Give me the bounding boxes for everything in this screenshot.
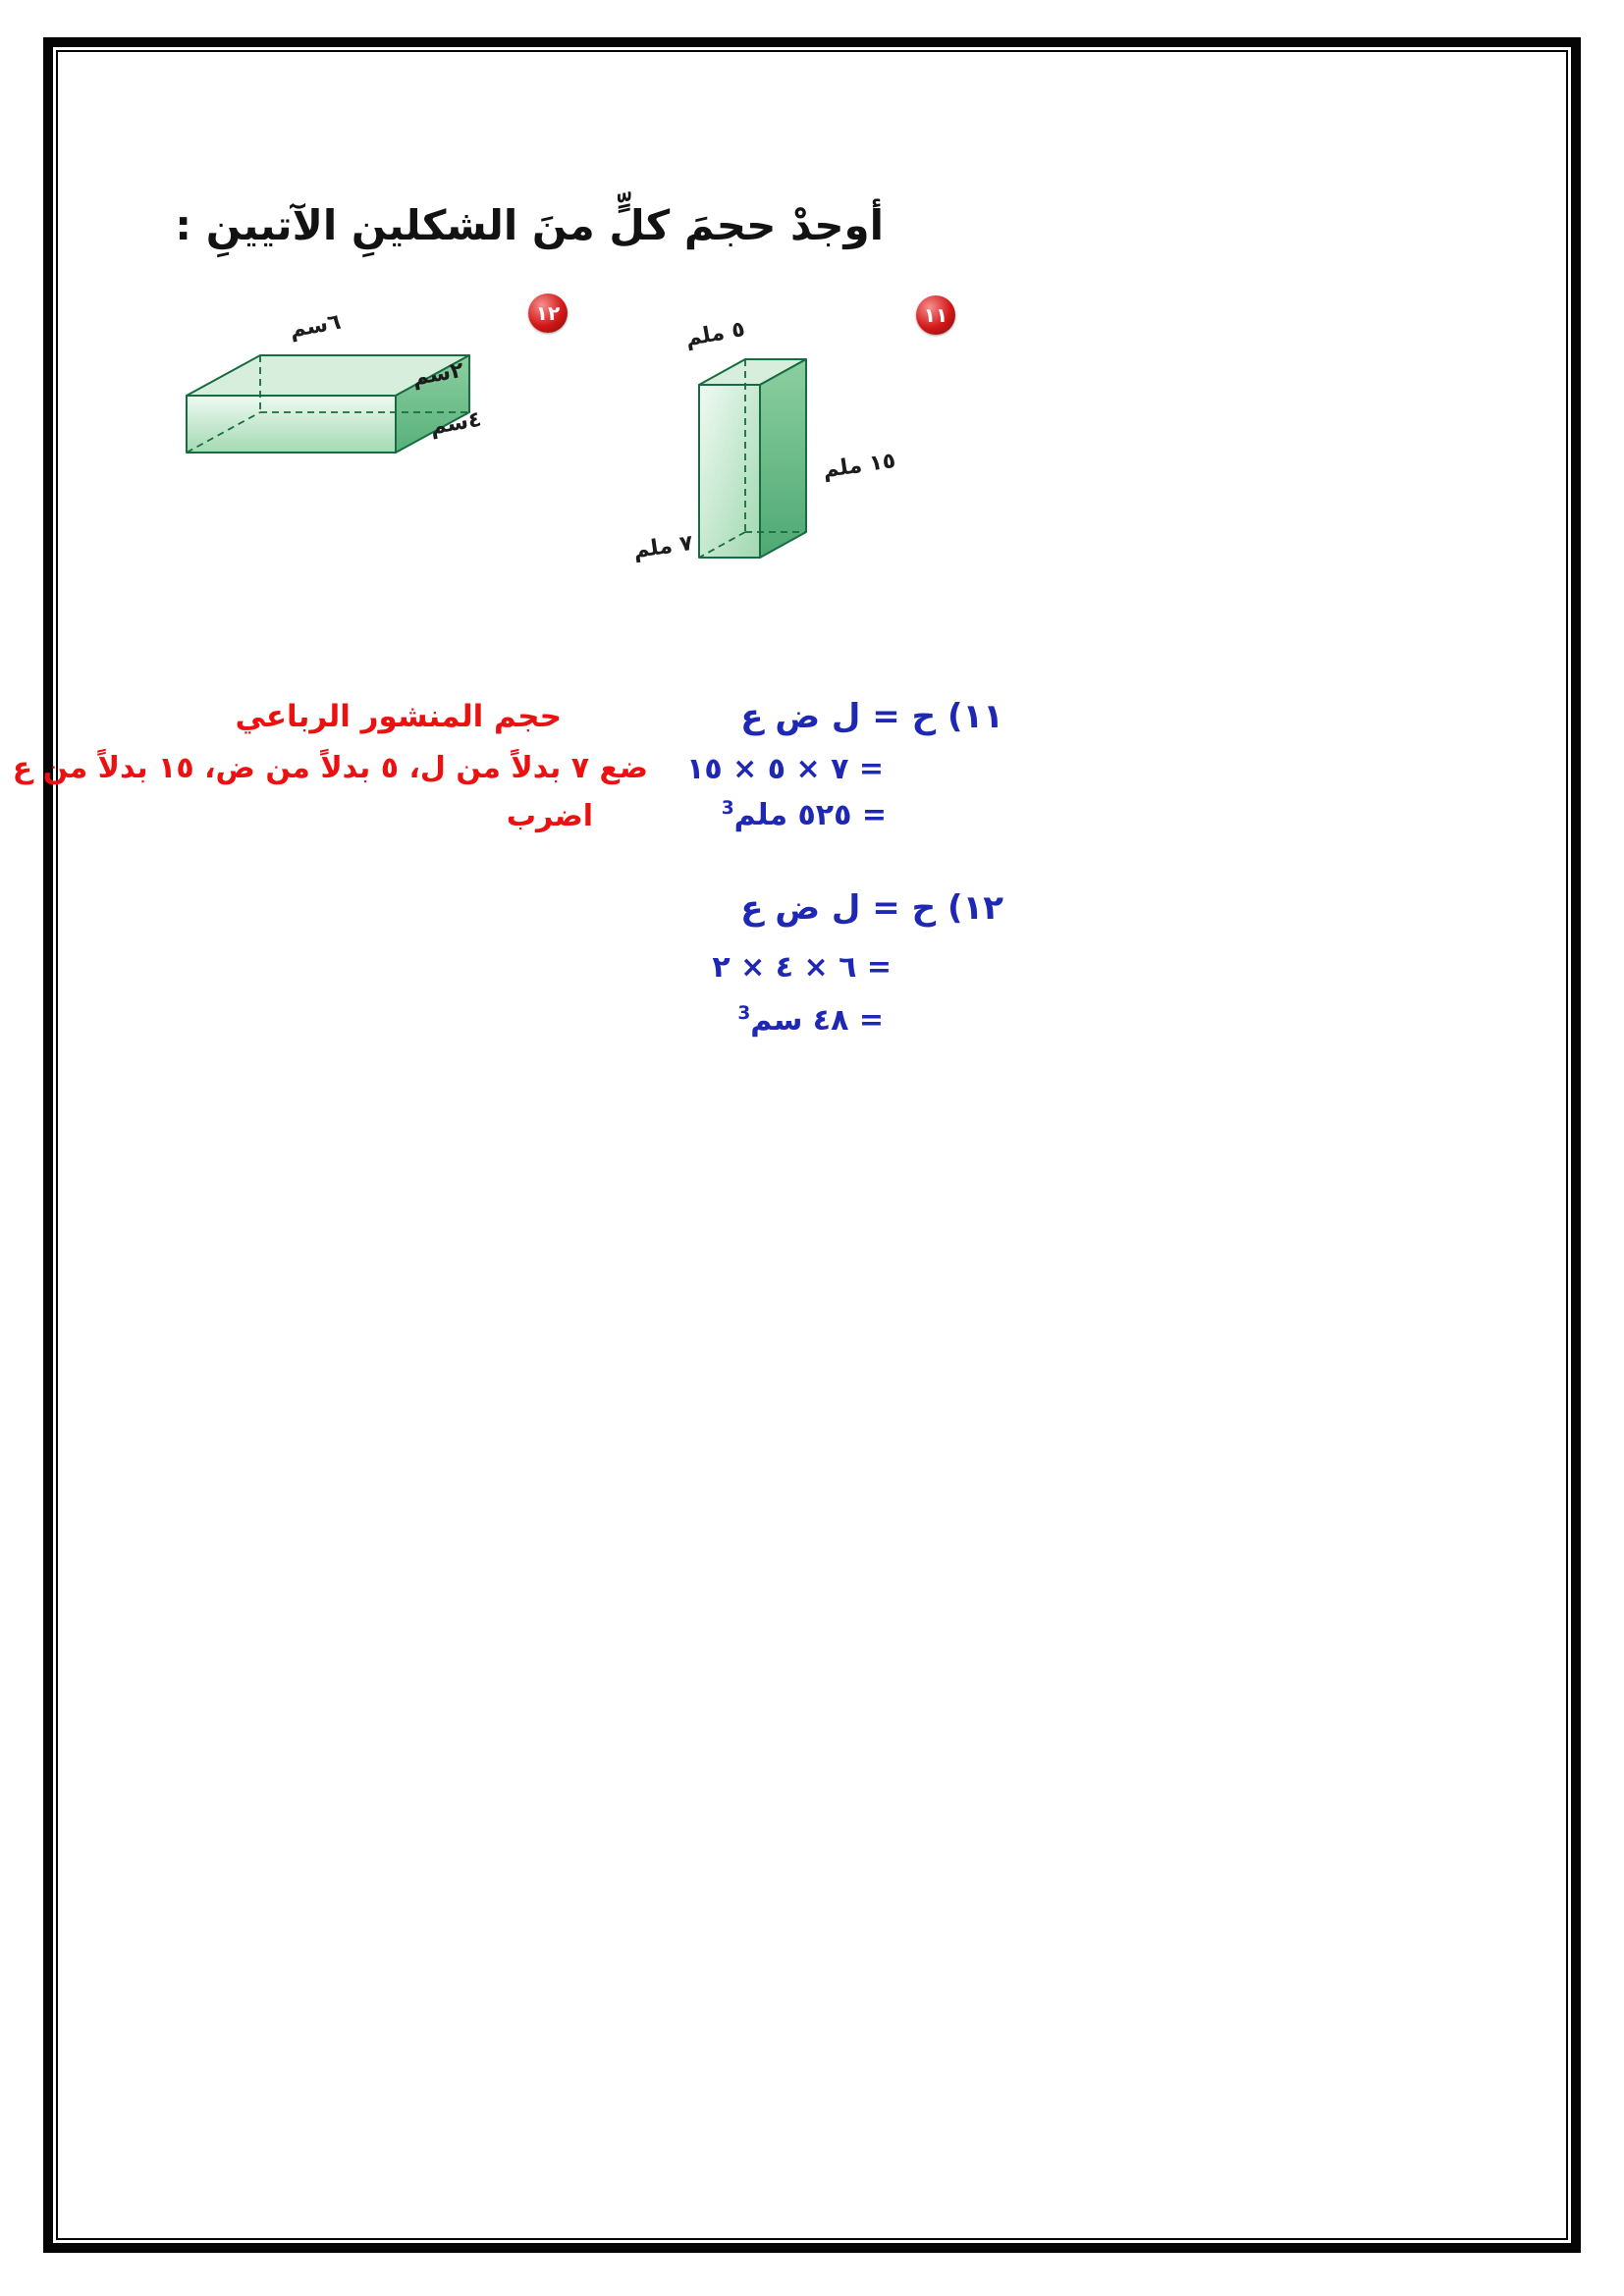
prism-12-front-face (187, 396, 396, 453)
prism-12-length-label: ٦سم (288, 309, 344, 344)
solution-12-step: = ٦ × ٤ × ٢ (712, 950, 892, 985)
page-title: أوجدْ حجمَ كلٍّ منَ الشكلينِ الآتيينِ : (175, 201, 884, 249)
note-multiply: اضرب (506, 799, 593, 833)
prism-11-width-label: ٥ ملم (683, 316, 747, 352)
prism-12-figure (167, 324, 501, 471)
prism-12-height-label: ٢سم (410, 357, 466, 392)
solution-11-step: = ٧ × ٥ × ١٥ (686, 752, 884, 786)
problem-12-badge (528, 294, 568, 333)
solution-11-formula: ١١) ح = ل ض ع (740, 697, 1003, 736)
solution-12-result-exponent: 3 (737, 1003, 751, 1024)
solution-12-result-text: = ٤٨ سم (750, 1003, 884, 1038)
solution-11-result (722, 798, 887, 832)
prism-11-length-label: ٧ ملم (631, 530, 695, 564)
problem-11-badge (916, 295, 955, 335)
prism-12-depth-label: ٤سم (428, 406, 484, 441)
problem-12-number: ١٢ (535, 301, 561, 325)
prism-11-height-label: ١٥ ملم (821, 448, 897, 484)
prism-11-right-face (760, 359, 806, 558)
solution-12-formula: ١٢) ح = ل ض ع (740, 888, 1003, 928)
note-rule-title: حجم المنشور الرباعي (235, 699, 562, 734)
solution-12-result (737, 1003, 884, 1038)
note-substitution: ضع ٧ بدلاً من ل، ٥ بدلاً من ض، ١٥ بدلاً من ع (12, 751, 648, 785)
solution-11-result-exponent: 3 (721, 798, 734, 819)
solution-11-result-text: = ٥٢٥ ملم (733, 798, 887, 832)
problem-11-number: ١١ (923, 303, 948, 327)
